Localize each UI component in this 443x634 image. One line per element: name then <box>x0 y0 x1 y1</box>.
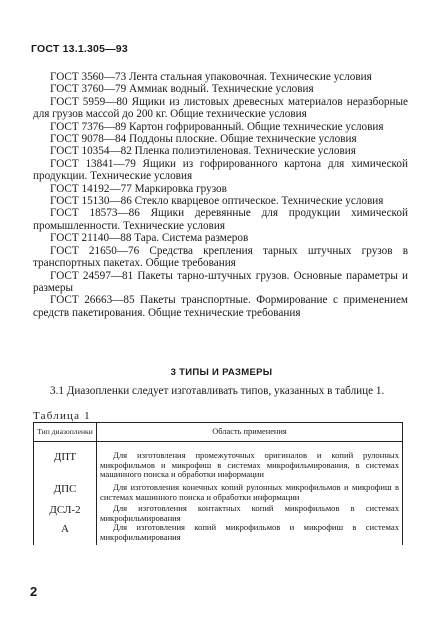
table-header-row <box>34 423 403 442</box>
reference-item: ГОСТ 26663—85 Пакеты транспортные. Формирование с применением средств пакетирования. Общие технические требования <box>33 294 408 319</box>
reference-item: ГОСТ 21650—76 Средства крепления тарных штучных грузов в транспортных пакетах. Общие требования <box>33 244 408 270</box>
film-type-cell: А <box>34 523 97 545</box>
reference-item: ГОСТ 15130—86 Стекло кварцевое оптическое. Технические условия <box>50 195 384 208</box>
table-row <box>34 441 403 480</box>
application-area-cell: Для изготовления конечных копий рулонных микрофильмов и микрофиш в системах машинного поиска и обработки информации <box>97 480 403 503</box>
page-header-standard: ГОСТ 13.1.305—93 <box>31 43 128 55</box>
reference-item: ГОСТ 13841—79 Ящики из гофрированного картона для химической продукции. Технические условия <box>33 157 408 183</box>
section-title: 3 ТИПЫ И РАЗМЕРЫ <box>170 367 273 378</box>
reference-item: ГОСТ 3760—79 Аммиак водный. Технические условия <box>50 83 314 96</box>
film-types-table <box>33 422 403 545</box>
application-area-cell: Для изготовления контактных копий микрофильмов в системах микрофильмирования <box>97 503 403 524</box>
reference-item: ГОСТ 3560—73 Лента стальная упаковочная. Технические условия <box>50 71 372 83</box>
column-header-type: Тип диазопленки <box>34 423 97 442</box>
page-number: 2 <box>30 584 38 599</box>
application-area-cell: Для изготовления копий микрофильмов и микрофиш в системах микрофильмирования <box>97 523 403 545</box>
reference-item: ГОСТ 21140—88 Тара. Система размеров <box>50 232 249 245</box>
reference-item: ГОСТ 14192—77 Маркировка грузов <box>50 182 227 195</box>
reference-item: ГОСТ 24597—81 Пакеты тарно-штучных грузов. Основные параметры и размеры <box>33 269 408 294</box>
body-paragraph: 3.1 Диазопленки следует изготавливать типов, указанных в таблице 1. <box>50 385 385 397</box>
table-row <box>34 480 403 503</box>
film-type-cell: ДПТ <box>34 441 97 480</box>
reference-item: ГОСТ 10354—82 Пленка полиэтиленовая. Технические условия <box>50 145 356 158</box>
table-row <box>34 503 403 524</box>
reference-item: ГОСТ 18573—86 Ящики деревянные для продукции химической промышленности. Технические условия <box>33 207 408 232</box>
film-type-cell: ДСЛ-2 <box>34 503 97 524</box>
reference-item: ГОСТ 7376—89 Картон гофрированный. Общие технические условия <box>50 120 384 133</box>
application-area-cell: Для изготовления промежуточных оригиналов и копий рулонных микрофильмов и микрофиш в системах микрофильмирования, в системах машинного поиска и обработки информации <box>97 441 403 480</box>
normative-references-list <box>33 71 408 319</box>
table-caption: Таблица 1 <box>33 410 91 422</box>
column-header-area: Область применения <box>97 423 403 442</box>
reference-item: ГОСТ 9078—84 Поддоны плоские. Общие технические условия <box>50 133 357 146</box>
table-row <box>34 523 403 545</box>
reference-item: ГОСТ 5959—80 Ящики из листовых древесных материалов неразборные для грузов массой до 200 кг. Общие технические условия <box>33 95 408 121</box>
film-type-cell: ДПС <box>34 480 97 503</box>
